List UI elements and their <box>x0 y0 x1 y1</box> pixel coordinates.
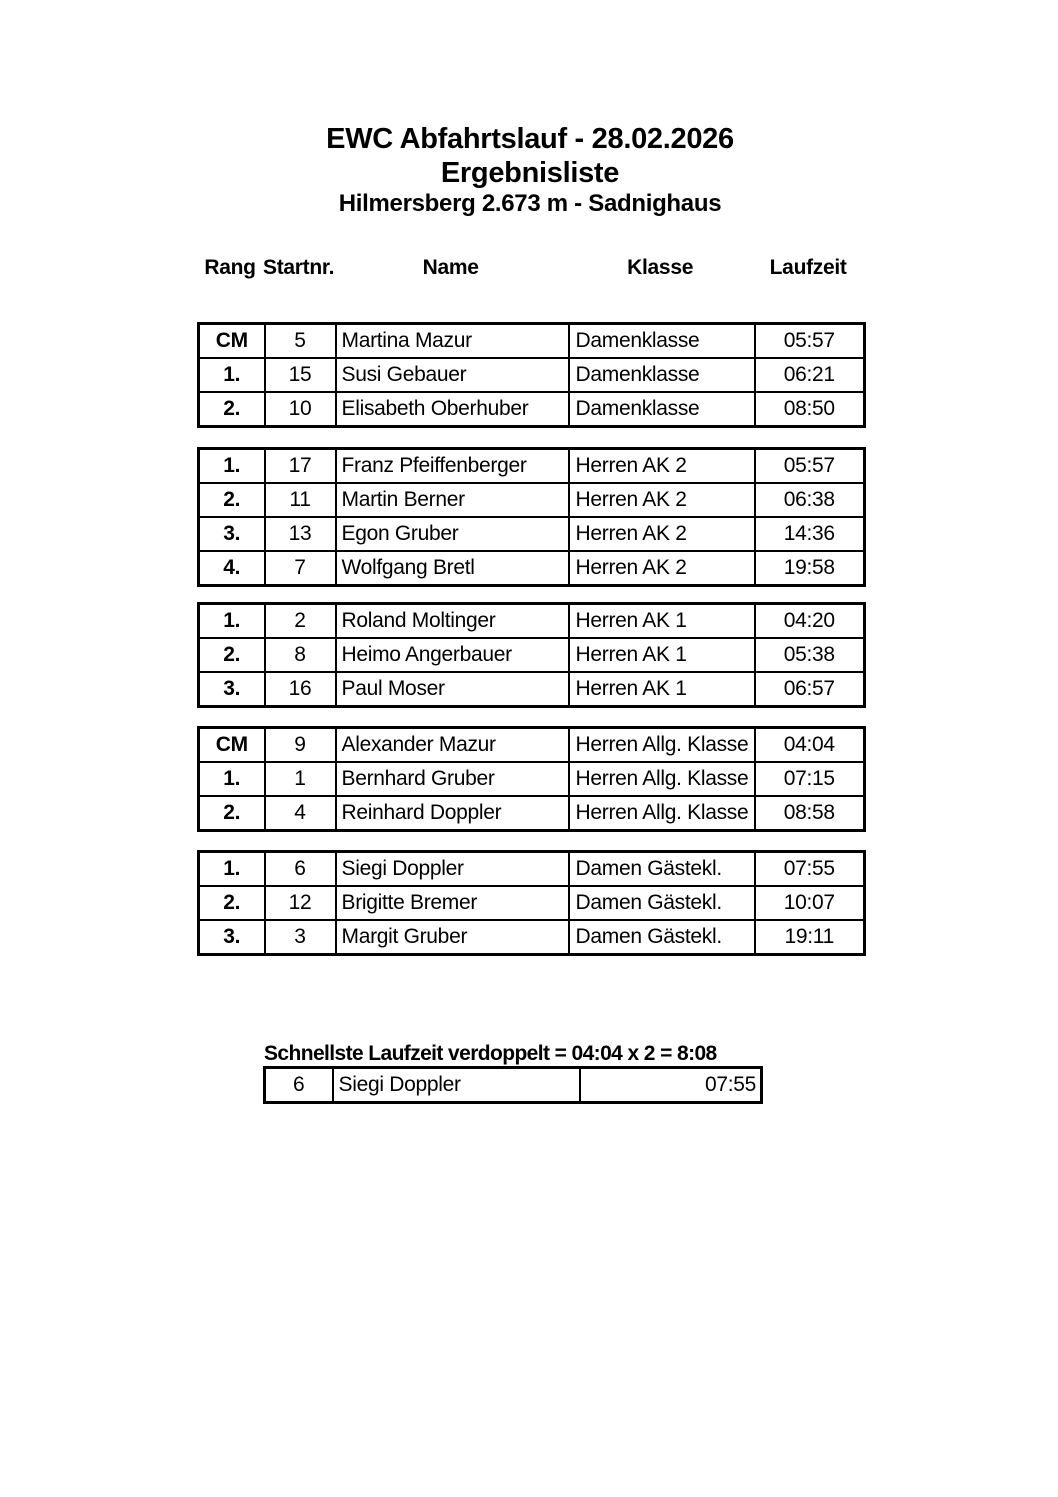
name-cell: Brigitte Bremer <box>336 886 569 920</box>
result-row <box>199 358 865 392</box>
start-number-cell: 6 <box>265 852 336 887</box>
rank-cell: 1. <box>199 762 265 796</box>
class-cell: Damen Gästekl. <box>569 886 755 920</box>
rank-cell: 1. <box>199 852 265 887</box>
result-row <box>199 886 865 920</box>
column-header-laufzeit: Laufzeit <box>769 256 847 279</box>
result-row <box>199 483 865 517</box>
start-number-cell: 15 <box>265 358 336 392</box>
time-cell: 06:21 <box>755 358 865 392</box>
time-cell: 05:57 <box>755 324 865 359</box>
class-cell: Herren Allg. Klasse <box>569 796 755 831</box>
result-row <box>199 638 865 672</box>
start-number-cell: 10 <box>265 392 336 427</box>
column-header-row <box>197 252 863 284</box>
start-number-cell: 17 <box>265 449 336 484</box>
result-row <box>199 324 865 359</box>
time-cell: 08:58 <box>755 796 865 831</box>
time-cell: 10:07 <box>755 886 865 920</box>
results-table <box>197 602 866 708</box>
column-header-cells <box>197 252 863 284</box>
time-cell: 07:55 <box>755 852 865 887</box>
time-cell: 05:38 <box>755 638 865 672</box>
name-cell: Heimo Angerbauer <box>336 638 569 672</box>
start-number-cell: 2 <box>265 604 336 639</box>
time-cell: 14:36 <box>755 517 865 551</box>
rank-cell: CM <box>199 728 265 763</box>
start-number-cell: 12 <box>265 886 336 920</box>
rank-cell: 2. <box>199 392 265 427</box>
name-cell: Franz Pfeiffenberger <box>336 449 569 484</box>
time-cell: 19:11 <box>755 920 865 955</box>
column-header-startnr: Startnr. <box>263 256 335 279</box>
rank-cell: 1. <box>199 449 265 484</box>
name-cell: Martina Mazur <box>336 324 569 359</box>
name-cell: Elisabeth Oberhuber <box>336 392 569 427</box>
class-cell: Herren AK 1 <box>569 604 755 639</box>
event-title: EWC Abfahrtslauf - 28.02.2026 <box>326 123 734 155</box>
list-title: Ergebnisliste <box>440 157 620 189</box>
class-cell: Damenklasse <box>569 392 755 427</box>
rank-cell: 2. <box>199 638 265 672</box>
time-cell: 06:38 <box>755 483 865 517</box>
start-number-cell: 16 <box>265 672 336 707</box>
time-cell: 07:55 <box>580 1068 762 1103</box>
class-cell: Damen Gästekl. <box>569 920 755 955</box>
class-cell: Herren AK 1 <box>569 638 755 672</box>
rank-cell: 2. <box>199 886 265 920</box>
name-cell: Wolfgang Bretl <box>336 551 569 586</box>
rank-cell: 3. <box>199 517 265 551</box>
name-cell: Martin Berner <box>336 483 569 517</box>
result-row <box>199 392 865 427</box>
time-cell: 08:50 <box>755 392 865 427</box>
name-cell: Siegi Doppler <box>333 1068 580 1103</box>
time-cell: 06:57 <box>755 672 865 707</box>
name-cell: Paul Moser <box>336 672 569 707</box>
start-number-cell: 3 <box>265 920 336 955</box>
class-cell: Herren AK 2 <box>569 483 755 517</box>
result-row <box>199 517 865 551</box>
class-cell: Herren AK 2 <box>569 449 755 484</box>
class-cell: Herren AK 2 <box>569 551 755 586</box>
start-number-cell: 8 <box>265 638 336 672</box>
result-row <box>199 672 865 707</box>
name-cell: Alexander Mazur <box>336 728 569 763</box>
rank-cell: CM <box>199 324 265 359</box>
time-cell: 07:15 <box>755 762 865 796</box>
venue-subtitle: Hilmersberg 2.673 m - Sadnighaus <box>338 190 722 217</box>
class-cell: Herren Allg. Klasse <box>569 728 755 763</box>
column-header-name: Name <box>422 256 479 279</box>
rank-cell: 3. <box>199 672 265 707</box>
start-number-cell: 6 <box>265 1068 333 1103</box>
class-cell: Herren AK 2 <box>569 517 755 551</box>
class-cell: Herren Allg. Klasse <box>569 762 755 796</box>
name-cell: Roland Moltinger <box>336 604 569 639</box>
column-header-klasse: Klasse <box>627 256 694 279</box>
name-cell: Egon Gruber <box>336 517 569 551</box>
rank-cell: 1. <box>199 358 265 392</box>
start-number-cell: 7 <box>265 551 336 586</box>
result-row <box>199 920 865 955</box>
rank-cell: 2. <box>199 796 265 831</box>
name-cell: Bernhard Gruber <box>336 762 569 796</box>
result-row <box>199 604 865 639</box>
name-cell: Reinhard Doppler <box>336 796 569 831</box>
results-table <box>197 447 866 587</box>
fastest-time-row <box>265 1068 762 1103</box>
result-row <box>199 551 865 586</box>
result-row <box>199 728 865 763</box>
result-row <box>199 762 865 796</box>
name-cell: Siegi Doppler <box>336 852 569 887</box>
rank-cell: 2. <box>199 483 265 517</box>
rank-cell: 4. <box>199 551 265 586</box>
results-table <box>197 726 866 832</box>
result-row <box>199 852 865 887</box>
class-cell: Damen Gästekl. <box>569 852 755 887</box>
class-cell: Damenklasse <box>569 324 755 359</box>
time-cell: 05:57 <box>755 449 865 484</box>
rank-cell: 3. <box>199 920 265 955</box>
fastest-time-table <box>263 1066 763 1104</box>
time-cell: 04:20 <box>755 604 865 639</box>
result-row <box>199 449 865 484</box>
start-number-cell: 9 <box>265 728 336 763</box>
results-table <box>197 850 866 956</box>
start-number-cell: 11 <box>265 483 336 517</box>
name-cell: Margit Gruber <box>336 920 569 955</box>
name-cell: Susi Gebauer <box>336 358 569 392</box>
start-number-cell: 1 <box>265 762 336 796</box>
fastest-time-note: Schnellste Laufzeit verdoppelt = 04:04 x 2 = 8:08 <box>264 1042 717 1065</box>
time-cell: 04:04 <box>755 728 865 763</box>
class-cell: Herren AK 1 <box>569 672 755 707</box>
column-header-rang: Rang <box>204 256 256 279</box>
rank-cell: 1. <box>199 604 265 639</box>
start-number-cell: 4 <box>265 796 336 831</box>
class-cell: Damenklasse <box>569 358 755 392</box>
results-table <box>197 322 866 428</box>
start-number-cell: 5 <box>265 324 336 359</box>
start-number-cell: 13 <box>265 517 336 551</box>
time-cell: 19:58 <box>755 551 865 586</box>
result-row <box>199 796 865 831</box>
